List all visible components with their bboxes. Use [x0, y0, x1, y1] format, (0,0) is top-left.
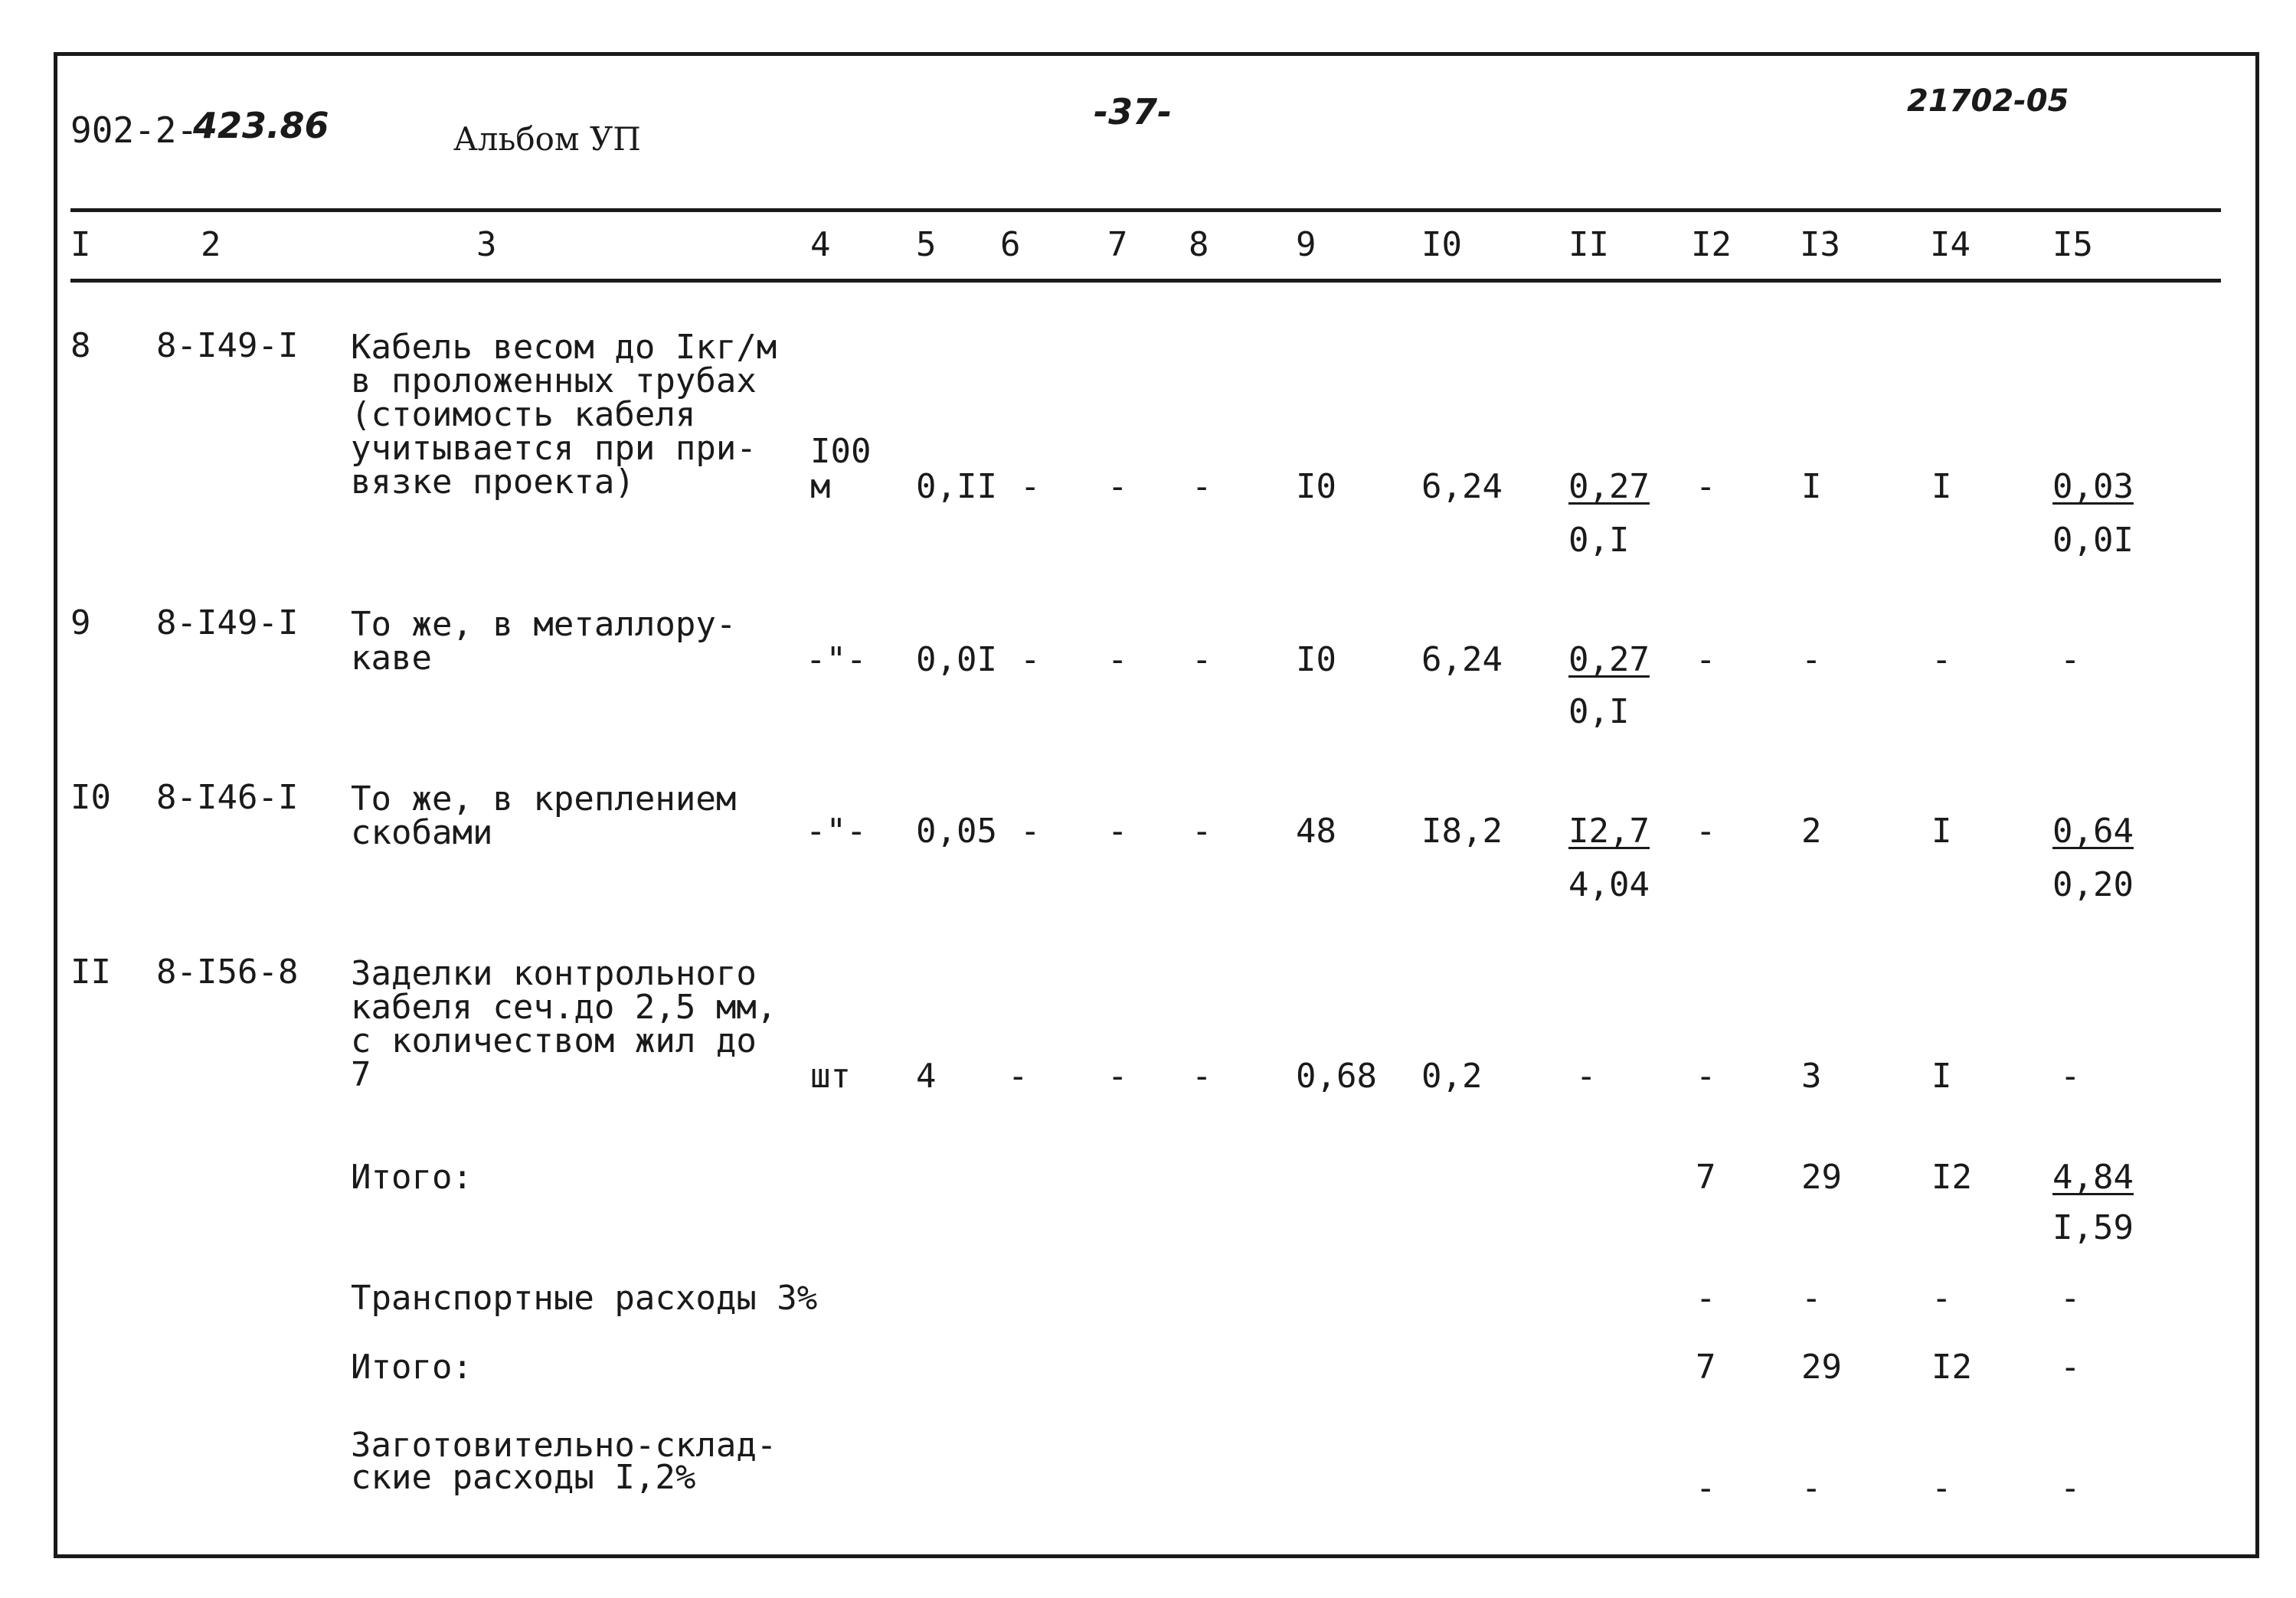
total-2-col13: 29: [1801, 1348, 1842, 1387]
row-9-col6: -: [1020, 640, 1041, 679]
row-10-col5: 0,05: [916, 812, 997, 851]
doc-code-prefix: 902-2-: [70, 109, 198, 151]
transport-costs-col15: -: [2060, 1279, 2081, 1318]
row-8-desc-2: в проложенных трубах: [351, 361, 757, 400]
row-11-col14: I: [1931, 1057, 1952, 1096]
col-header-10: I0: [1421, 225, 1462, 264]
row-8-col11-bottom: 0,I: [1568, 521, 1630, 560]
row-10-col9: 48: [1296, 812, 1336, 851]
procurement-costs-col12: -: [1696, 1469, 1716, 1508]
row-9-col7: -: [1107, 640, 1128, 679]
total-1-col14: I2: [1931, 1158, 1972, 1197]
row-9-col11-bottom: 0,I: [1568, 692, 1630, 731]
row-9-col8: -: [1192, 640, 1212, 679]
row-11-col5: 4: [916, 1057, 937, 1096]
col-header-9: 9: [1296, 225, 1316, 264]
row-11-col12: -: [1696, 1057, 1716, 1096]
col-header-8: 8: [1189, 225, 1209, 264]
row-11-desc-3: с количеством жил до: [351, 1021, 757, 1060]
col-header-1: I: [70, 225, 91, 264]
row-9-col10: 6,24: [1421, 640, 1503, 679]
col-header-14: I4: [1930, 225, 1971, 264]
row-11-col11: -: [1576, 1057, 1597, 1096]
col-header-11: II: [1568, 225, 1609, 264]
procurement-costs-col15: -: [2060, 1469, 2081, 1508]
row-10-col6: -: [1020, 812, 1041, 851]
row-10-col12: -: [1696, 812, 1716, 851]
row-9-col9: I0: [1296, 640, 1336, 679]
transport-costs-col13: -: [1801, 1279, 1822, 1318]
row-9-col15: -: [2060, 640, 2081, 679]
header-rule-bottom: [70, 279, 2221, 283]
row-9-unit: -"-: [806, 640, 867, 679]
col-header-5: 5: [916, 225, 937, 264]
transport-costs-col12: -: [1696, 1279, 1716, 1318]
row-8-num: 8: [70, 326, 91, 365]
row-11-col7: -: [1107, 1057, 1128, 1096]
row-11-desc-2: кабеля сеч.до 2,5 мм,: [351, 988, 777, 1027]
row-11-col6: -: [1008, 1057, 1029, 1096]
row-10-col15-top: 0,64: [2052, 812, 2134, 851]
row-8-desc-4: учитывается при при-: [351, 429, 757, 468]
transport-costs-label: Транспортные расходы 3%: [351, 1279, 818, 1318]
row-9-col13: -: [1801, 640, 1822, 679]
row-11-col13: 3: [1801, 1057, 1822, 1096]
doc-code-number: 423.86: [193, 105, 329, 146]
row-9-num: 9: [70, 603, 91, 642]
total-1-col12: 7: [1696, 1158, 1716, 1197]
total-2-col14: I2: [1931, 1348, 1972, 1387]
total-1-label: Итого:: [351, 1158, 473, 1197]
procurement-costs-label-1: Заготовительно-склад-: [351, 1426, 777, 1465]
row-11-num: II: [70, 953, 111, 992]
row-11-col15: -: [2060, 1057, 2081, 1096]
row-8-col7: -: [1107, 467, 1128, 506]
row-10-num: I0: [70, 778, 111, 817]
row-11-code: 8-I56-8: [156, 953, 299, 992]
col-header-13: I3: [1800, 225, 1840, 264]
row-8-col14: I: [1931, 467, 1952, 506]
col-header-15: I5: [2052, 225, 2093, 264]
row-9-code: 8-I49-I: [156, 603, 299, 642]
row-8-desc-3: (стоимость кабеля: [351, 395, 696, 434]
row-10-col10: I8,2: [1421, 812, 1503, 851]
row-11-unit: шт: [810, 1057, 851, 1096]
sheet-code: 21702-05: [1907, 83, 2069, 119]
row-11-col10: 0,2: [1421, 1057, 1483, 1096]
transport-costs-col14: -: [1931, 1279, 1952, 1318]
row-8-unit-1: I00: [810, 432, 872, 471]
row-8-col8: -: [1192, 467, 1212, 506]
row-8-col9: I0: [1296, 467, 1336, 506]
total-2-col15: -: [2060, 1348, 2081, 1387]
row-10-desc-2: скобами: [351, 813, 493, 852]
row-9-col11-top: 0,27: [1568, 640, 1650, 679]
col-header-2: 2: [201, 225, 221, 264]
row-11-col9: 0,68: [1296, 1057, 1377, 1096]
row-8-col5: 0,II: [916, 467, 997, 506]
row-8-desc-5: вязке проекта): [351, 462, 635, 502]
row-10-col8: -: [1192, 812, 1212, 851]
procurement-costs-label-2: ские расходы I,2%: [351, 1458, 696, 1497]
header-rule-top: [70, 208, 2221, 212]
total-1-col15-top: 4,84: [2052, 1158, 2134, 1197]
row-11-col8: -: [1192, 1057, 1212, 1096]
col-header-12: I2: [1691, 225, 1732, 264]
row-10-col14: I: [1931, 812, 1952, 851]
row-10-col11-top: I2,7: [1568, 812, 1650, 851]
album-title: Альбом УП: [453, 120, 641, 158]
row-10-desc-1: То же, в креплением: [351, 779, 737, 819]
total-2-col12: 7: [1696, 1348, 1716, 1387]
row-8-col6: -: [1020, 467, 1041, 506]
row-11-desc-1: Заделки контрольного: [351, 954, 757, 993]
row-8-col15-top: 0,03: [2052, 467, 2134, 506]
row-8-col13: I: [1801, 467, 1822, 506]
col-header-3: 3: [476, 225, 497, 264]
page-number: -37-: [1094, 91, 1173, 132]
row-10-code: 8-I46-I: [156, 778, 299, 817]
row-8-code: 8-I49-I: [156, 326, 299, 365]
row-9-col12: -: [1696, 640, 1716, 679]
row-8-col11-top: 0,27: [1568, 467, 1650, 506]
total-2-label: Итого:: [351, 1348, 473, 1387]
total-1-col15-bottom: I,59: [2052, 1208, 2134, 1247]
col-header-6: 6: [1000, 225, 1021, 264]
row-8-desc-1: Кабель весом до Iкг/м: [351, 328, 777, 367]
row-9-desc-1: То же, в металлору-: [351, 605, 737, 644]
row-10-col11-bottom: 4,04: [1568, 865, 1650, 904]
row-9-desc-2: каве: [351, 639, 432, 678]
col-header-7: 7: [1107, 225, 1128, 264]
row-9-col5: 0,0I: [916, 640, 997, 679]
row-10-col15-bottom: 0,20: [2052, 865, 2134, 904]
total-1-col13: 29: [1801, 1158, 1842, 1197]
col-header-4: 4: [810, 225, 831, 264]
row-9-col14: -: [1931, 640, 1952, 679]
procurement-costs-col13: -: [1801, 1469, 1822, 1508]
row-8-col12: -: [1696, 467, 1716, 506]
row-8-unit-2: м: [810, 467, 831, 506]
row-8-col10: 6,24: [1421, 467, 1503, 506]
row-10-col7: -: [1107, 812, 1128, 851]
row-10-unit: -"-: [806, 812, 867, 851]
row-10-col13: 2: [1801, 812, 1822, 851]
row-8-col15-bottom: 0,0I: [2052, 521, 2134, 560]
procurement-costs-col14: -: [1931, 1469, 1952, 1508]
row-11-desc-4: 7: [351, 1055, 371, 1094]
